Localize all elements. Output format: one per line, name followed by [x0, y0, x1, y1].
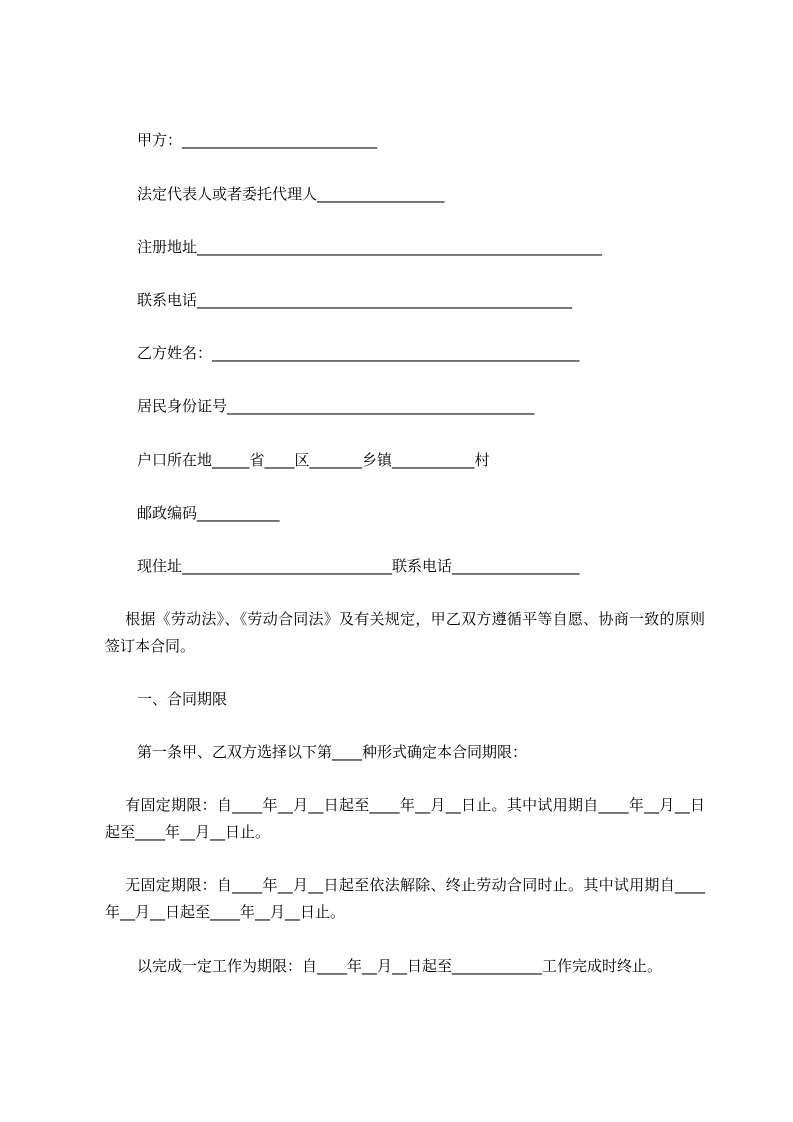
id-number-line: 居民身份证号_________________________________________: [137, 397, 535, 415]
current-address-line: 现住址____________________________联系电话_________________: [137, 557, 580, 575]
article-1-line: 第一条甲、乙双方选择以下第____种形式确定本合同期限：: [137, 743, 528, 761]
preamble-paragraph: 根据《劳动法》、《劳动合同法》及有关规定，甲乙双方遵循平等自愿、协商一致的原则签订本合同。: [105, 610, 705, 655]
legal-rep-line: 法定代表人或者委托代理人_________________: [137, 185, 445, 203]
fixed-term-paragraph: 有固定期限：自____年__月__日起至____年__月__日止。其中试用期自____年__月__日起至____年__月__日止。: [105, 796, 705, 841]
phone-a-line: 联系电话__________________________________________________: [137, 291, 573, 309]
section-title: 一、合同期限: [137, 690, 228, 708]
hukou-line: 户口所在地_____省____区_______乡镇___________村: [137, 451, 490, 469]
open-term-paragraph: 无固定期限：自____年__月__日起至依法解除、终止劳动合同时止。其中试用期自____年__月__日起至____年__月__日止。: [105, 876, 705, 921]
party-a-line: 甲方：__________________________: [137, 131, 378, 149]
task-term-line: 以完成一定工作为期限：自____年__月__日起至____________工作完成时终止。: [137, 957, 663, 975]
party-b-name-line: 乙方姓名：_________________________________________________: [137, 344, 580, 362]
reg-address-line: 注册地址______________________________________________________: [137, 238, 603, 256]
postcode-line: 邮政编码___________: [137, 504, 280, 522]
